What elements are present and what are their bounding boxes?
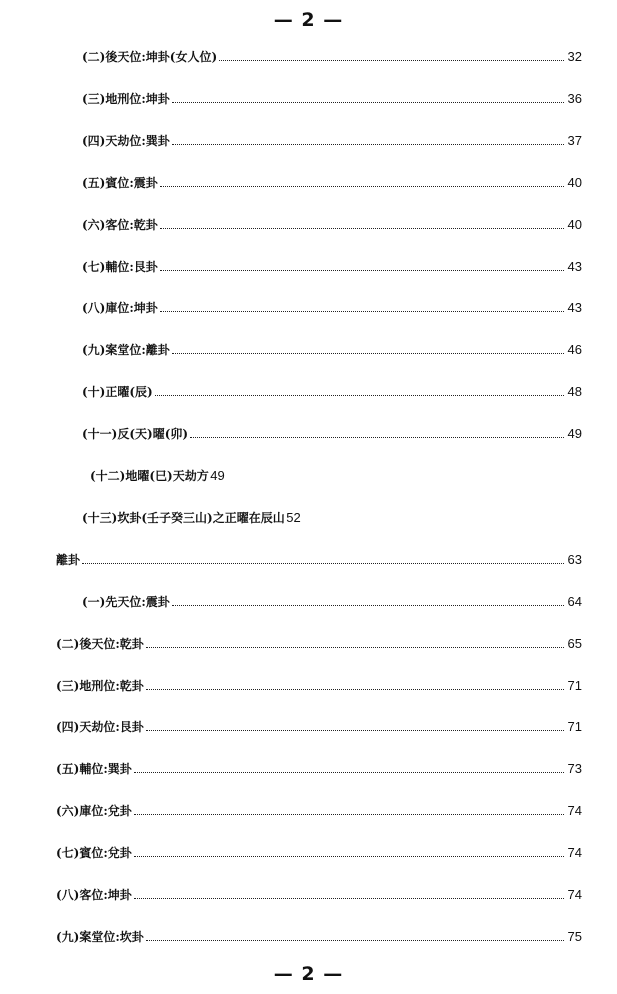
toc-entry — [56, 798, 582, 818]
toc-entry — [56, 840, 582, 860]
toc-dot-leader — [160, 186, 564, 187]
toc-entry — [82, 44, 582, 64]
toc-entry — [82, 170, 582, 190]
toc-dot-leader — [219, 60, 564, 61]
toc-entry-title: 離卦 — [56, 552, 81, 567]
toc-entry-page-number: 71 — [567, 677, 582, 693]
toc-dot-leader — [172, 353, 564, 354]
header-page-number: — 2 — — [273, 9, 344, 31]
toc-entry-title: (九)案堂位:離卦 — [82, 343, 170, 358]
toc-entry-page-number: 71 — [567, 719, 582, 735]
toc-entry-page-number: 74 — [567, 803, 582, 819]
toc-entry — [56, 714, 582, 734]
toc-dot-leader — [134, 772, 564, 773]
toc-entry-title: (五)輔位:巽卦 — [56, 762, 132, 777]
toc-dot-leader — [146, 730, 564, 731]
toc-entry-title: (七)賓位:兌卦 — [56, 846, 132, 861]
toc-dot-leader — [172, 102, 564, 103]
toc-entry-title: (十一)反(天)曜(卯) — [82, 427, 189, 442]
toc-entry-page-number: 73 — [567, 761, 582, 777]
toc-dot-leader — [190, 437, 564, 438]
toc-entry — [56, 756, 582, 776]
toc-dot-leader — [82, 563, 564, 564]
toc-dot-leader — [134, 814, 564, 815]
toc-entry-title: (八)客位:坤卦 — [56, 888, 132, 902]
toc-dot-leader — [160, 228, 564, 229]
toc-entry — [82, 421, 582, 441]
toc-entry-title: (四)天劫位:艮卦 — [56, 720, 144, 735]
toc-entry-title: (一)先天位:震卦 — [82, 594, 170, 609]
toc-entry-title: (五)賓位:震卦 — [82, 175, 158, 190]
toc-entry-title: (六)庫位:兌卦 — [56, 804, 132, 819]
toc-entry-page-number: 48 — [567, 384, 582, 400]
toc-entry-page-number: 74 — [567, 887, 582, 902]
toc-dot-leader — [160, 311, 564, 312]
toc-entry — [82, 295, 582, 315]
toc-entry — [82, 589, 582, 609]
toc-dot-leader — [134, 856, 564, 857]
toc-entry — [56, 631, 582, 651]
toc-entry-title: (十)正曜(辰) — [82, 385, 153, 400]
toc-entry-page-number: 64 — [567, 593, 582, 609]
toc-entry-page-number: 37 — [567, 132, 582, 148]
toc-entry-page-number: 52 — [286, 509, 301, 525]
toc-entry-page-number: 65 — [567, 635, 582, 651]
toc-entry-title: (二)後天位:坤卦(女人位) — [82, 50, 218, 64]
toc-entry-title: (二)後天位:乾卦 — [56, 636, 144, 651]
toc-entry — [56, 547, 582, 567]
toc-entry — [82, 128, 582, 148]
toc-entry-title: (七)輔位:艮卦 — [82, 259, 158, 274]
toc-entry — [82, 379, 582, 399]
toc-entry-page-number: 46 — [567, 342, 582, 358]
toc-dot-leader — [172, 144, 564, 145]
toc-entry-page-number: 36 — [567, 90, 582, 106]
toc-entry — [82, 254, 582, 274]
toc-entry-page-number: 43 — [567, 258, 582, 274]
toc-entry-title: (三)地刑位:乾卦 — [56, 678, 144, 693]
toc-entry-title: (十二)地曜(巳)天劫方 — [90, 469, 209, 483]
toc-entry — [90, 463, 582, 483]
toc-dot-leader — [146, 689, 564, 690]
toc-entry-title: (八)庫位:坤卦 — [82, 301, 158, 316]
toc-entry — [82, 212, 582, 232]
toc-dot-leader — [160, 270, 564, 271]
toc-entry-page-number: 49 — [210, 468, 225, 483]
toc-entry-page-number: 40 — [567, 216, 582, 232]
toc-entry — [56, 882, 582, 902]
toc-entry — [82, 505, 582, 525]
toc-entry — [82, 86, 582, 106]
toc-entry-title: (九)案堂位:坎卦 — [56, 929, 144, 944]
toc-entry-page-number: 32 — [567, 49, 582, 64]
toc-entry-title: (四)天劫位:巽卦 — [82, 133, 170, 148]
footer-page-number: — 2 — — [273, 963, 344, 985]
toc-entry-title: (十三)坎卦(壬子癸三山)之正曜在辰山 — [82, 510, 285, 525]
toc-dot-leader — [146, 940, 564, 941]
toc-entry-page-number: 63 — [567, 551, 582, 567]
toc-entry-page-number: 43 — [567, 300, 582, 316]
toc-dot-leader — [155, 395, 564, 396]
toc-entry-page-number: 75 — [567, 928, 582, 944]
toc-entry — [82, 337, 582, 357]
toc-entry — [56, 924, 582, 944]
toc-entry-title: (六)客位:乾卦 — [82, 217, 158, 232]
toc-entry-title: (三)地刑位:坤卦 — [82, 91, 170, 106]
toc-dot-leader — [172, 605, 564, 606]
toc-entry-page-number: 40 — [567, 174, 582, 190]
toc-dot-leader — [146, 647, 564, 648]
toc-entry-page-number: 49 — [567, 426, 582, 442]
toc-dot-leader — [134, 898, 564, 899]
toc-entry-page-number: 74 — [567, 845, 582, 861]
toc-entry — [56, 673, 582, 693]
